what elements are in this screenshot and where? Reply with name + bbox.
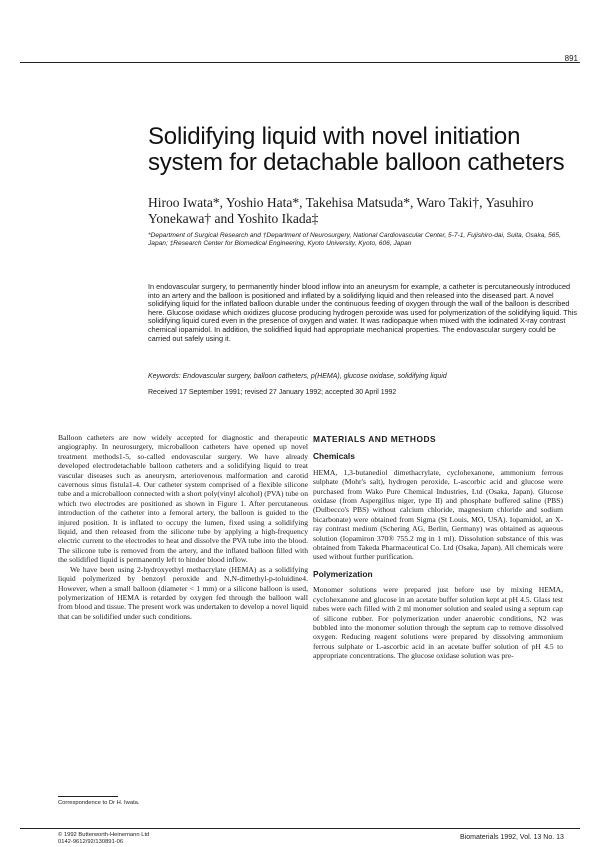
abstract: In endovascular surgery, to permanently hinder blood inflow into an aneurysm for example, a catheter is percutaneously introduced into an artery and the balloon is positioned and inflated by a solidifying liquid and then released into the diseased part. A novel solidifying liquid for the inflated balloon durable under the continuous feeding of oxygen through the wall of the balloon is described here. Glucose oxidase which oxidizes glucose producing hydrogen peroxide was used for polymerization of the solidifying liquid. This solidifying liquid cured even in the presence of oxygen and water. It was radiopaque when mixed with the iodinated X-ray contrast chemical iopamidol. In addition, the solidified liquid had appropriate mechanical properties. The endovascular surgery could be carried out safely using it. [148,282,577,343]
page-number: 891 [564,54,578,63]
correspondence-note: Correspondence to Dr H. Iwata. [58,800,140,806]
journal-footer: Biomaterials 1992, Vol. 13 No. 13 [460,834,564,841]
keywords-label: Keywords: [148,373,181,380]
affiliations: *Department of Surgical Research and †Department of Neurosurgery, National Cardiovascular Center, 5-7-1, Fujishiro-dai, Suita, Osaka, 565, Japan; ‡Research Center for Biomedical Engineering, Kyoto University, Kyoto, 606, Japan [148,232,561,248]
keywords [148,373,578,382]
left-column [58,433,308,621]
copyright-line-1: © 1992 Butterworth-Heinemann Ltd [58,832,150,838]
polymerization-paragraph: Monomer solutions were prepared just before use by mixing HEMA, cyclohexanone and glucose in an acetate buffer solution kept at pH 4.5. Glass test tubes were each filled with 2 ml monomer solution and sealed using a septum cap of silicone rubber. For polymerization under anaerobic conditions, N2 was bubbled into the monomer solution through the septum cap to remove dissolved oxygen. Reducing reagent solutions were prepared by dissolving ammonium ferrous sulphate or L-ascorbic acid in an acetate buffer solution of pH 4.5 to appropriate concentrations. The glucose oxidase solution was pre- [313,585,563,661]
footnote-rule [58,796,118,797]
received-dates: Received 17 September 1991; revised 27 January 1992; accepted 30 April 1992 [148,389,397,396]
copyright-line-2: 0142-9612/92/130891-06 [58,839,124,845]
intro-paragraph-1: Balloon catheters are now widely accepted for diagnostic and therapeutic angiography. In neurosurgery, microballoon catheters have opened up novel treatment methods1-5, so-called endovascular surgery. We have already developed electrodetachable balloon catheters and a solidifying liquid to treat vascular diseases such as aneurysm, arteriovenous malformation and carotid cavernous sinus fistula1-4. Our catheter system comprised of a flexible silicone tube and a microballoon connected with a short poly(vinyl alcohol) (PVA) tube on which two electrodes are positioned as shown in Figure 1. After percutaneous introduction of the catheter into a femoral artery, the balloon is guided to the injured position. It is inflated to occupy the lumen, fixed using a solidifying liquid, and then released from the silicone tube by applying a high-frequency electric current to the electrodes to heat and dissolve the PVA tube into the blood. The silicone tube is removed from the artery, and the inflated balloon filled with the solidified liquid is permanently left to hinder blood inflow. [58,433,308,565]
intro-paragraph-2: We have been using 2-hydroxyethyl methacrylate (HEMA) as a solidifying liquid polymerized by benzoyl peroxide and N,N-dimethyl-p-toluidine4. However, when a small balloon (diameter < 1 mm) or a silicone balloon is used, polymerization of HEMA is retarded by oxygen fed through the balloon wall from blood and tissue. The present work was undertaken to develop a novel liquid that can be solidified under such conditions. [58,564,308,621]
chemicals-paragraph: HEMA, 1,3-butanediol dimethacrylate, cyclohexanone, ammonium ferrous sulphate (Mohr's salt), hydrogen peroxide, L-ascorbic acid and glucose were purchased from Wako Pure Chemical Industries, Ltd (Osaka, Japan). Glucose oxidase (from Aspergillus niger, type II) and phosphate buffered saline (PBS) (Dulbecco's PBS) without calcium chloride, magnesium chloride and sodium bicarbonate) were obtained from Sigma (St Louis, MO, USA). Iopamidol, an X-ray contrast medium (Schering AG, Berlin, Germany) was obtained as aqueous solution (Iopamiron 370® 755.2 mg in 1 ml). Dissolution substance of this was obtained from Takeda Pharmaceutical Co. Ltd (Osaka, Japan). All chemicals were used without further purification. [313,467,563,562]
subheading-polymerization: Polymerization [313,568,373,579]
footer-rule [20,828,580,829]
subheading-chemicals: Chemicals [313,451,355,462]
author-list: Hiroo Iwata*, Yoshio Hata*, Takehisa Matsuda*, Waro Taki†, Yasuhiro Yonekawa† and Yoshito Ikada‡ [148,195,534,226]
keywords-text: Endovascular surgery, balloon catheters, p(HEMA), glucose oxidase, solidifying liquid [182,373,447,380]
section-heading-methods: MATERIALS AND METHODS [313,434,437,444]
paper-title: Solidifying liquid with novel initiation system for detachable balloon catheters [148,123,565,176]
header-rule [20,62,580,63]
right-column [313,433,563,661]
